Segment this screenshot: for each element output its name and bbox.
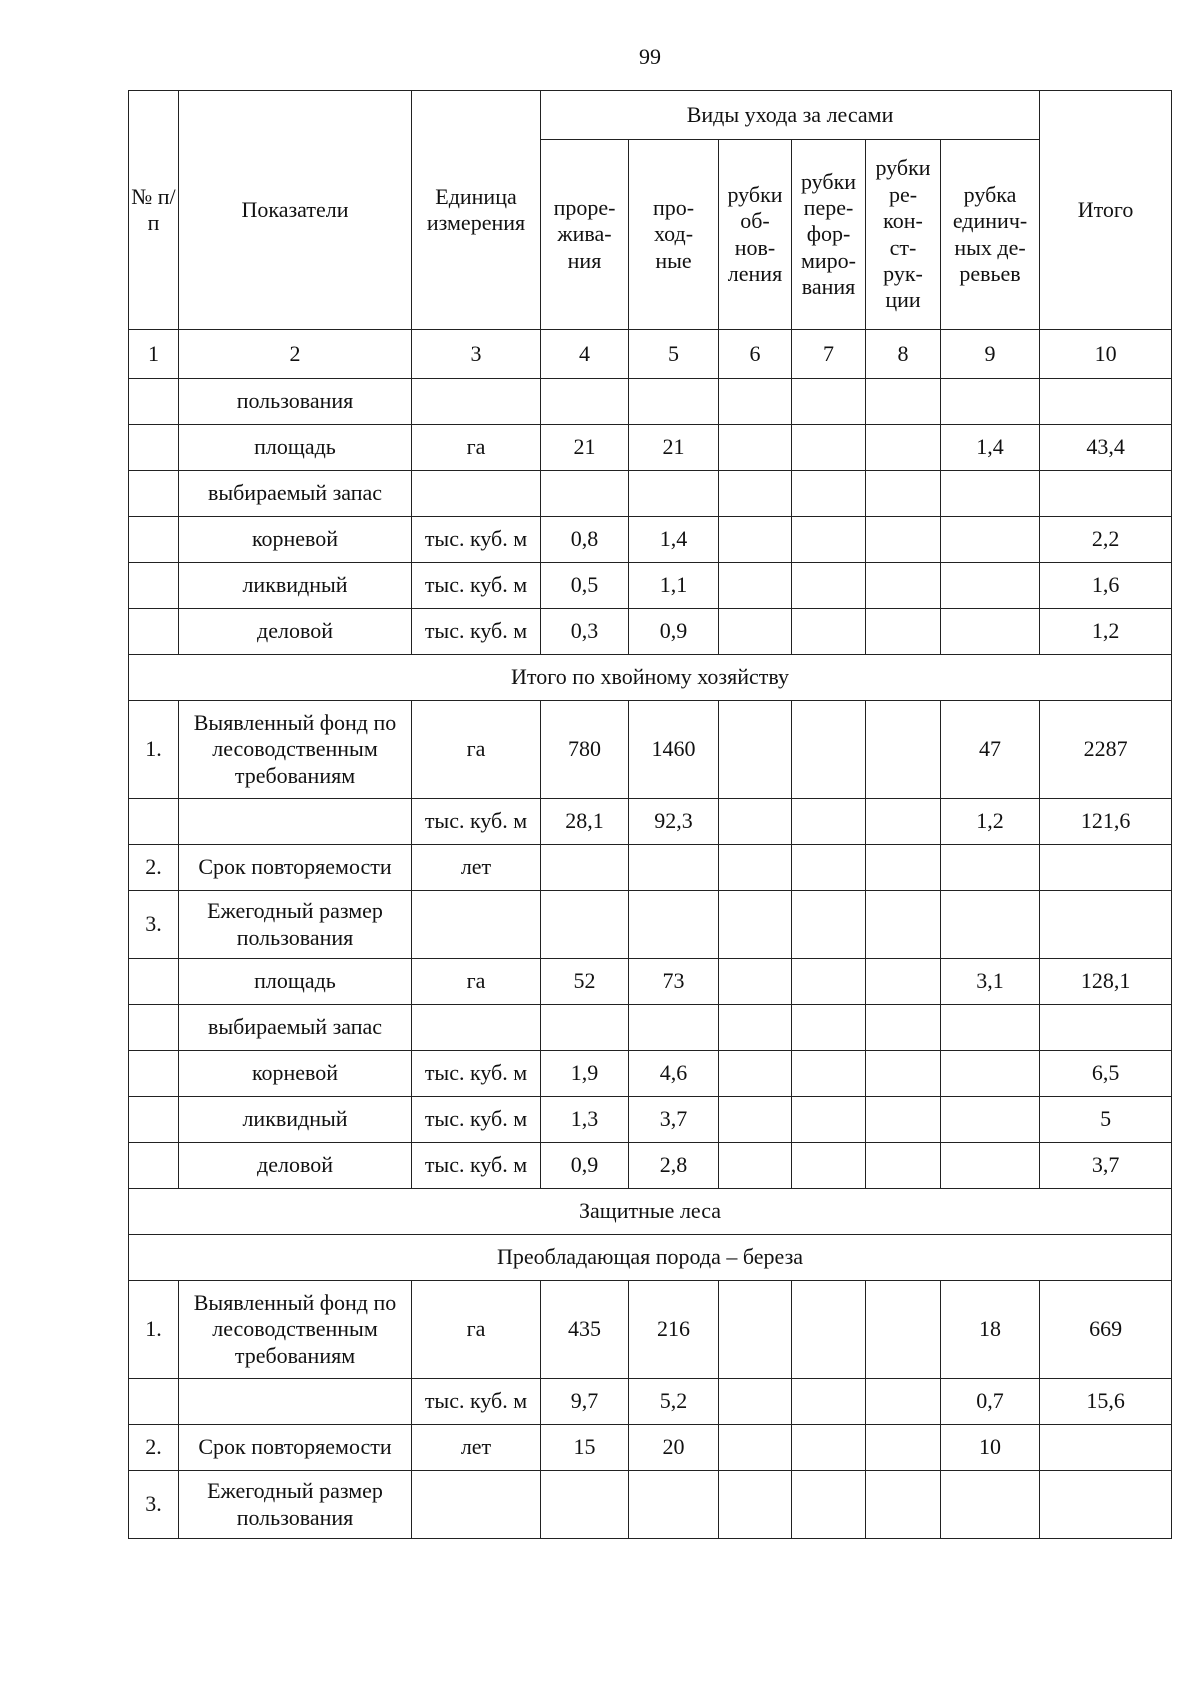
total-cell: 6,5 [1040, 1051, 1172, 1097]
header-group: Виды ухода за лесами [541, 91, 1040, 140]
value-cell: 0,3 [541, 609, 629, 655]
unit-cell: тыс. куб. м [412, 1097, 541, 1143]
header-col-4: проре- жива- ния [541, 140, 629, 330]
indicator-cell [179, 799, 412, 845]
value-cell [866, 425, 941, 471]
value-cell [719, 471, 792, 517]
value-cell [866, 799, 941, 845]
value-cell [629, 845, 719, 891]
table-row [129, 563, 1172, 609]
column-number: 7 [792, 330, 866, 379]
indicator-cell: площадь [179, 959, 412, 1005]
value-cell [941, 379, 1040, 425]
table-row [129, 1425, 1172, 1471]
value-cell [866, 1143, 941, 1189]
header-col-3: Единица измерения [412, 91, 541, 330]
value-cell [792, 799, 866, 845]
unit-cell: тыс. куб. м [412, 517, 541, 563]
value-cell [629, 471, 719, 517]
value-cell [941, 1097, 1040, 1143]
value-cell [541, 471, 629, 517]
row-number [129, 1005, 179, 1051]
value-cell [866, 379, 941, 425]
value-cell: 780 [541, 701, 629, 799]
table-row [129, 959, 1172, 1005]
value-cell [866, 959, 941, 1005]
total-cell [1040, 471, 1172, 517]
value-cell [941, 1471, 1040, 1539]
table-row [129, 891, 1172, 959]
total-cell [1040, 379, 1172, 425]
section-row [129, 655, 1172, 701]
section-title: Преобладающая порода – береза [129, 1235, 1172, 1281]
total-cell: 2287 [1040, 701, 1172, 799]
unit-cell: лет [412, 845, 541, 891]
total-cell: 43,4 [1040, 425, 1172, 471]
total-cell [1040, 845, 1172, 891]
value-cell: 0,9 [629, 609, 719, 655]
value-cell [792, 891, 866, 959]
total-cell: 1,6 [1040, 563, 1172, 609]
row-number: 1. [129, 1281, 179, 1379]
row-number: 2. [129, 845, 179, 891]
total-cell: 3,7 [1040, 1143, 1172, 1189]
table-row [129, 1005, 1172, 1051]
value-cell: 5,2 [629, 1379, 719, 1425]
table-row [129, 517, 1172, 563]
row-number [129, 563, 179, 609]
header-col-10: Итого [1040, 91, 1172, 330]
value-cell [719, 701, 792, 799]
total-cell: 669 [1040, 1281, 1172, 1379]
unit-cell: тыс. куб. м [412, 1143, 541, 1189]
section-row [129, 1189, 1172, 1235]
value-cell [941, 471, 1040, 517]
header-col-8: рубки ре- кон- ст- рук- ции [866, 140, 941, 330]
value-cell [719, 517, 792, 563]
row-number [129, 379, 179, 425]
unit-cell: га [412, 959, 541, 1005]
value-cell [719, 1143, 792, 1189]
value-cell [792, 517, 866, 563]
unit-cell: тыс. куб. м [412, 799, 541, 845]
value-cell: 0,5 [541, 563, 629, 609]
value-cell [792, 471, 866, 517]
unit-cell [412, 891, 541, 959]
section-title: Итого по хвойному хозяйству [129, 655, 1172, 701]
value-cell [866, 471, 941, 517]
unit-cell: га [412, 425, 541, 471]
unit-cell [412, 379, 541, 425]
value-cell [866, 1097, 941, 1143]
value-cell [629, 1005, 719, 1051]
value-cell [629, 891, 719, 959]
value-cell [719, 563, 792, 609]
value-cell [941, 517, 1040, 563]
table-row [129, 701, 1172, 799]
indicator-cell: выбираемый запас [179, 471, 412, 517]
value-cell [866, 1051, 941, 1097]
value-cell [719, 891, 792, 959]
value-cell: 216 [629, 1281, 719, 1379]
total-cell [1040, 891, 1172, 959]
value-cell [541, 1005, 629, 1051]
value-cell [941, 1005, 1040, 1051]
indicator-cell: Срок повторяемости [179, 845, 412, 891]
total-cell: 2,2 [1040, 517, 1172, 563]
indicator-cell: площадь [179, 425, 412, 471]
header-col-6: рубки об- нов- ления [719, 140, 792, 330]
value-cell [866, 1281, 941, 1379]
table-row [129, 1097, 1172, 1143]
indicator-cell [179, 1379, 412, 1425]
header-col-2: Показатели [179, 91, 412, 330]
table-row [129, 379, 1172, 425]
value-cell: 1,2 [941, 799, 1040, 845]
unit-cell [412, 1005, 541, 1051]
unit-cell: тыс. куб. м [412, 563, 541, 609]
value-cell [792, 1005, 866, 1051]
value-cell [792, 1051, 866, 1097]
value-cell: 1,3 [541, 1097, 629, 1143]
indicator-cell: Выявленный фонд по лесоводственным требованиям [179, 1281, 412, 1379]
value-cell: 1,4 [941, 425, 1040, 471]
table-row [129, 1281, 1172, 1379]
value-cell: 1460 [629, 701, 719, 799]
value-cell [792, 379, 866, 425]
header-col-5: про- ход- ные [629, 140, 719, 330]
value-cell [941, 1143, 1040, 1189]
value-cell: 15 [541, 1425, 629, 1471]
value-cell [866, 1379, 941, 1425]
table-row [129, 1143, 1172, 1189]
header-col-7: рубки пере- фор- миро- вания [792, 140, 866, 330]
value-cell [719, 799, 792, 845]
indicator-cell: деловой [179, 609, 412, 655]
total-cell: 15,6 [1040, 1379, 1172, 1425]
column-number: 1 [129, 330, 179, 379]
forest-care-table [128, 90, 1172, 1539]
value-cell [719, 1097, 792, 1143]
value-cell: 18 [941, 1281, 1040, 1379]
value-cell [792, 563, 866, 609]
value-cell [719, 379, 792, 425]
value-cell: 47 [941, 701, 1040, 799]
value-cell [866, 701, 941, 799]
indicator-cell: Срок повторяемости [179, 1425, 412, 1471]
value-cell [792, 1425, 866, 1471]
unit-cell: тыс. куб. м [412, 1379, 541, 1425]
value-cell [792, 1097, 866, 1143]
unit-cell [412, 471, 541, 517]
unit-cell [412, 1471, 541, 1539]
header-col-1: № п/п [129, 91, 179, 330]
value-cell: 20 [629, 1425, 719, 1471]
column-number: 9 [941, 330, 1040, 379]
value-cell [719, 1471, 792, 1539]
value-cell [866, 517, 941, 563]
section-title: Защитные леса [129, 1189, 1172, 1235]
value-cell [719, 1005, 792, 1051]
row-number [129, 425, 179, 471]
unit-cell: лет [412, 1425, 541, 1471]
value-cell [719, 959, 792, 1005]
value-cell [866, 563, 941, 609]
value-cell: 0,9 [541, 1143, 629, 1189]
column-number: 6 [719, 330, 792, 379]
indicator-cell: корневой [179, 1051, 412, 1097]
value-cell [941, 891, 1040, 959]
row-number [129, 799, 179, 845]
indicator-cell: корневой [179, 517, 412, 563]
value-cell [719, 1425, 792, 1471]
value-cell [792, 425, 866, 471]
total-cell [1040, 1471, 1172, 1539]
column-number: 5 [629, 330, 719, 379]
value-cell [792, 1471, 866, 1539]
value-cell [792, 1379, 866, 1425]
value-cell [941, 845, 1040, 891]
table-row [129, 1471, 1172, 1539]
value-cell [629, 1471, 719, 1539]
table-row [129, 1379, 1172, 1425]
row-number [129, 1379, 179, 1425]
indicator-cell: деловой [179, 1143, 412, 1189]
value-cell [941, 609, 1040, 655]
value-cell: 0,7 [941, 1379, 1040, 1425]
value-cell [792, 1281, 866, 1379]
row-number [129, 1051, 179, 1097]
value-cell: 92,3 [629, 799, 719, 845]
page-number: 99 [639, 44, 661, 69]
value-cell: 9,7 [541, 1379, 629, 1425]
table-row [129, 799, 1172, 845]
value-cell [719, 1281, 792, 1379]
row-number [129, 609, 179, 655]
value-cell [866, 1425, 941, 1471]
value-cell: 52 [541, 959, 629, 1005]
row-number: 2. [129, 1425, 179, 1471]
value-cell [629, 379, 719, 425]
unit-cell: га [412, 1281, 541, 1379]
value-cell [792, 845, 866, 891]
value-cell: 1,1 [629, 563, 719, 609]
row-number [129, 1097, 179, 1143]
unit-cell: га [412, 701, 541, 799]
value-cell: 21 [541, 425, 629, 471]
value-cell [866, 609, 941, 655]
table-row [129, 425, 1172, 471]
value-cell: 28,1 [541, 799, 629, 845]
indicator-cell: ликвидный [179, 563, 412, 609]
unit-cell: тыс. куб. м [412, 609, 541, 655]
column-number: 8 [866, 330, 941, 379]
total-cell: 121,6 [1040, 799, 1172, 845]
table-row [129, 609, 1172, 655]
value-cell [541, 845, 629, 891]
value-cell: 1,4 [629, 517, 719, 563]
row-number [129, 959, 179, 1005]
total-cell [1040, 1005, 1172, 1051]
value-cell [866, 1005, 941, 1051]
total-cell: 1,2 [1040, 609, 1172, 655]
value-cell [541, 891, 629, 959]
table-row [129, 1051, 1172, 1097]
column-number: 4 [541, 330, 629, 379]
row-number [129, 517, 179, 563]
value-cell: 1,9 [541, 1051, 629, 1097]
value-cell: 435 [541, 1281, 629, 1379]
value-cell: 10 [941, 1425, 1040, 1471]
total-cell: 5 [1040, 1097, 1172, 1143]
value-cell [792, 701, 866, 799]
value-cell [719, 845, 792, 891]
indicator-cell: пользования [179, 379, 412, 425]
indicator-cell: выбираемый запас [179, 1005, 412, 1051]
unit-cell: тыс. куб. м [412, 1051, 541, 1097]
value-cell [866, 1471, 941, 1539]
value-cell [866, 891, 941, 959]
header-col-9: рубка единич- ных де- ревьев [941, 140, 1040, 330]
indicator-cell: Ежегодный размер пользования [179, 891, 412, 959]
value-cell [941, 1051, 1040, 1097]
value-cell: 21 [629, 425, 719, 471]
value-cell [719, 425, 792, 471]
indicator-cell: Выявленный фонд по лесоводственным требованиям [179, 701, 412, 799]
value-cell: 3,1 [941, 959, 1040, 1005]
value-cell [719, 609, 792, 655]
row-number [129, 1143, 179, 1189]
row-number [129, 471, 179, 517]
row-number: 3. [129, 891, 179, 959]
row-number: 1. [129, 701, 179, 799]
column-number: 10 [1040, 330, 1172, 379]
value-cell [719, 1379, 792, 1425]
value-cell [866, 845, 941, 891]
value-cell: 3,7 [629, 1097, 719, 1143]
value-cell [541, 379, 629, 425]
value-cell: 2,8 [629, 1143, 719, 1189]
value-cell [792, 609, 866, 655]
section-row [129, 1235, 1172, 1281]
value-cell [719, 1051, 792, 1097]
value-cell [941, 563, 1040, 609]
value-cell [792, 959, 866, 1005]
value-cell [792, 1143, 866, 1189]
table-row [129, 471, 1172, 517]
row-number: 3. [129, 1471, 179, 1539]
value-cell: 0,8 [541, 517, 629, 563]
column-number: 3 [412, 330, 541, 379]
total-cell [1040, 1425, 1172, 1471]
total-cell: 128,1 [1040, 959, 1172, 1005]
column-number: 2 [179, 330, 412, 379]
value-cell: 4,6 [629, 1051, 719, 1097]
indicator-cell: Ежегодный размер пользования [179, 1471, 412, 1539]
indicator-cell: ликвидный [179, 1097, 412, 1143]
value-cell [541, 1471, 629, 1539]
value-cell: 73 [629, 959, 719, 1005]
table-row [129, 845, 1172, 891]
